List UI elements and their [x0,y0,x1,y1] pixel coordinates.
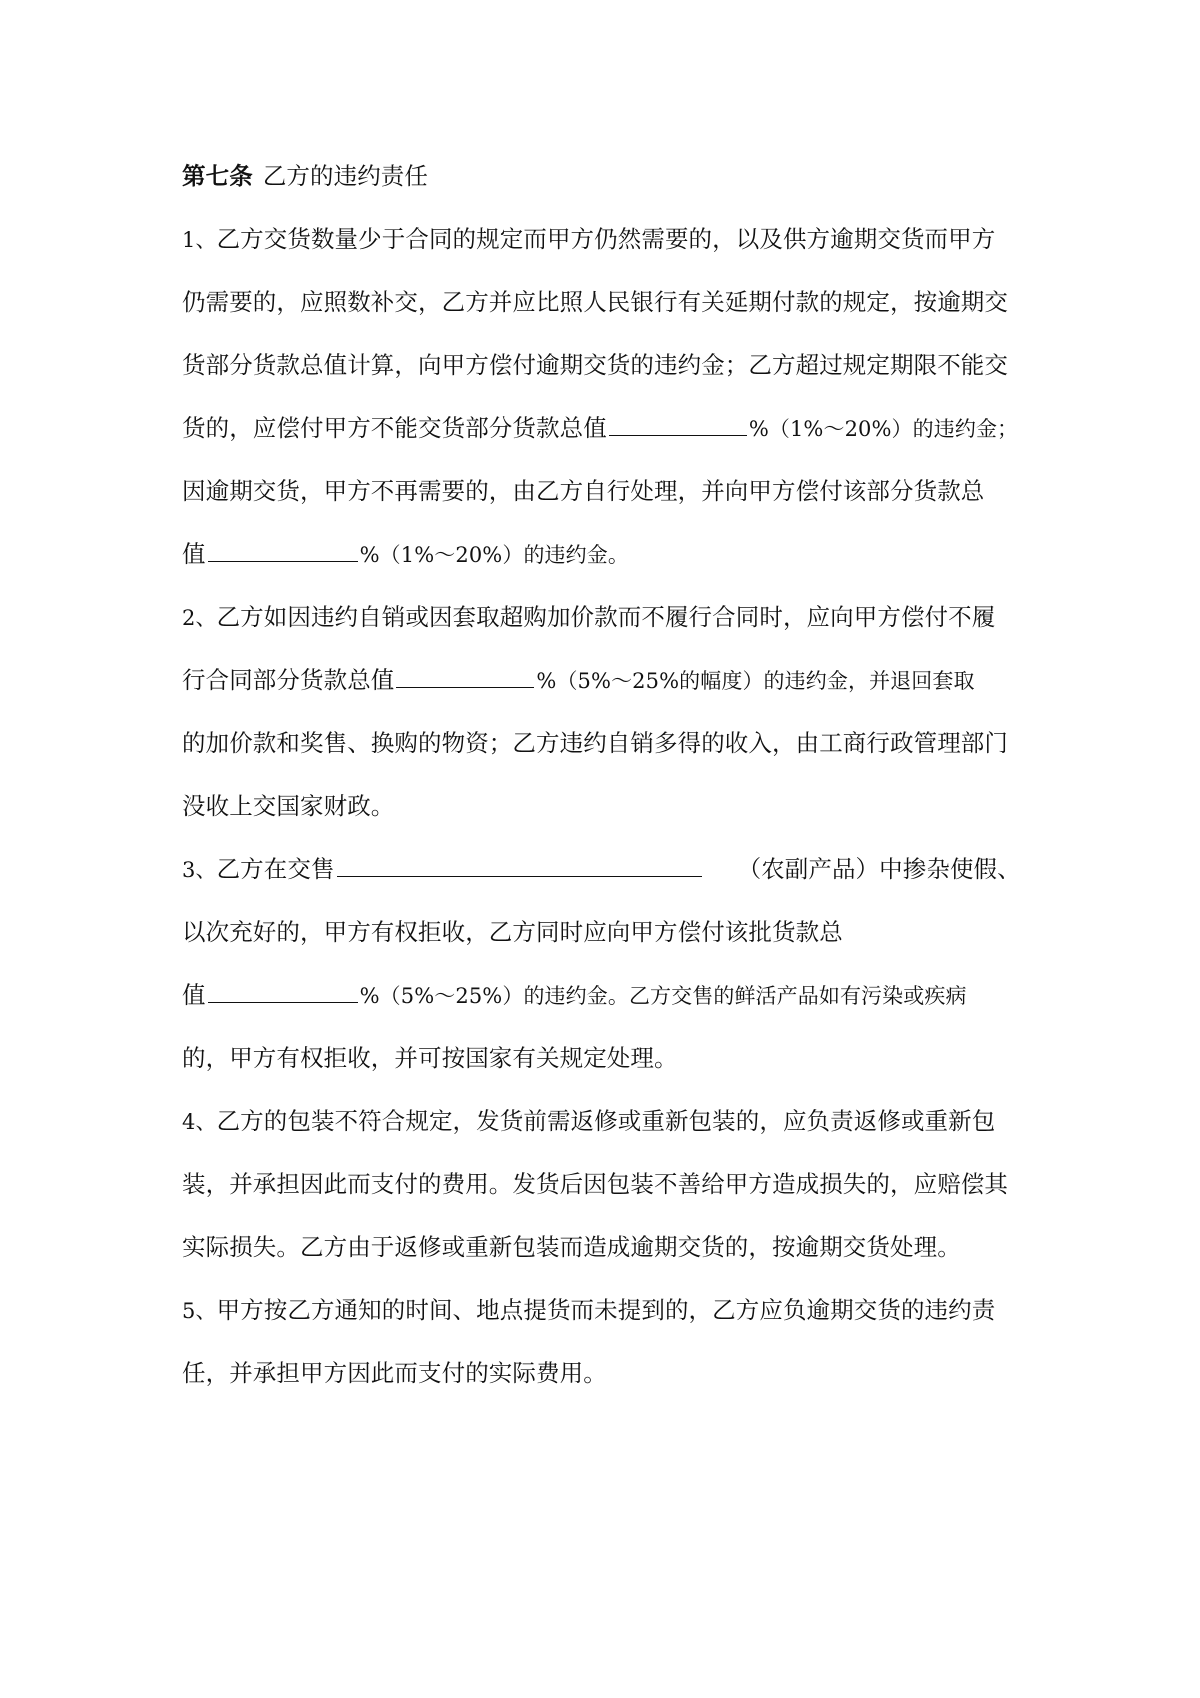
clause-1-line-6 [182,530,1022,593]
clause-1-line-1 [182,215,1022,278]
clause-text: 实际损失。乙方由于返修或重新包装而造成逾期交货的，按逾期交货处理。 [182,1233,961,1261]
clause-4-line-3 [182,1223,1022,1286]
clause-text: 没收上交国家财政。 [182,792,395,820]
fill-in-blank[interactable] [337,850,702,877]
clause-text: 以次充好的，甲方有权拒收，乙方同时应向甲方偿付该批货款总 [182,918,843,946]
fill-in-blank[interactable] [208,976,358,1003]
clause-text: 仍需要的，应照数补交，乙方并应比照人民银行有关延期付款的规定，按逾期交 [182,288,1008,316]
clause-text: 值 [182,981,206,1009]
clause-text: 行合同部分货款总值 [182,666,395,694]
clause-number: 4、 [182,1110,217,1134]
clause-text: %（1%～20%）的违约金。 [359,543,629,567]
clause-3-line-3 [182,971,1022,1034]
clause-3-line-4 [182,1034,1022,1097]
clause-1-line-5 [182,467,1022,530]
document-body [182,152,1022,1412]
clause-2-line-1 [182,593,1022,656]
clause-text: 甲方按乙方通知的时间、地点提货而未提到的，乙方应负逾期交货的违约责 [216,1296,996,1324]
clause-text: 因逾期交货，甲方不再需要的，由乙方自行处理，并向甲方偿付该部分货款总 [182,477,985,505]
clause-1-line-2 [182,278,1022,341]
clause-4-line-2 [182,1160,1022,1223]
clause-text: 乙方交货数量少于合同的规定而甲方仍然需要的，以及供方逾期交货而甲方 [216,225,996,253]
clause-text: %（1%～20%）的违约金； [748,417,1019,441]
clause-1-line-3 [182,341,1022,404]
clause-text: 货部分货款总值计算，向甲方偿付逾期交货的违约金；乙方超过规定期限不能交 [182,351,1008,379]
clause-5-line-2 [182,1349,1022,1412]
clause-2-line-4 [182,782,1022,845]
clause-number: 1、 [182,228,217,252]
clause-text: 值 [182,540,206,568]
clause-text: %（5%～25%）的违约金。乙方交售的鲜活产品如有污染或疾病 [359,984,967,1008]
clause-4-line-1 [182,1097,1022,1160]
clause-text: 装，并承担因此而支付的费用。发货后因包装不善给甲方造成损失的，应赔偿其 [182,1170,1008,1198]
fill-in-blank[interactable] [609,409,747,436]
clause-number: 3、 [182,858,217,882]
clause-5-line-1 [182,1286,1022,1349]
clause-1-line-4 [182,404,1022,467]
article-number: 第七条 [182,162,253,190]
clause-2-line-2 [182,656,1022,719]
clause-text: 乙方如因违约自销或因套取超购加价款而不履行合同时，应向甲方偿付不履 [216,603,996,631]
clause-text: 的加价款和奖售、换购的物资；乙方违约自销多得的收入，由工商行政管理部门 [182,729,1008,757]
clause-text: 乙方的包装不符合规定，发货前需返修或重新包装的，应负责返修或重新包 [216,1107,996,1135]
clause-text: 货的，应偿付甲方不能交货部分货款总值 [182,414,607,442]
clause-number: 2、 [182,606,217,630]
fill-in-blank[interactable] [396,661,534,688]
clause-3-line-1 [182,845,1022,908]
clause-text: 乙方在交售 [216,855,335,883]
article-heading [182,152,1022,215]
clause-text: %（5%～25%的幅度）的违约金，并退回套取 [536,669,975,693]
article-title: 乙方的违约责任 [262,162,429,190]
clause-text: 任，并承担甲方因此而支付的实际费用。 [182,1359,607,1387]
clause-2-line-3 [182,719,1022,782]
clause-3-line-2 [182,908,1022,971]
clause-text: （农副产品）中掺杂使假、 [737,855,1021,883]
clause-number: 5、 [182,1299,217,1323]
fill-in-blank[interactable] [208,535,358,562]
clause-text: 的，甲方有权拒收，并可按国家有关规定处理。 [182,1044,678,1072]
